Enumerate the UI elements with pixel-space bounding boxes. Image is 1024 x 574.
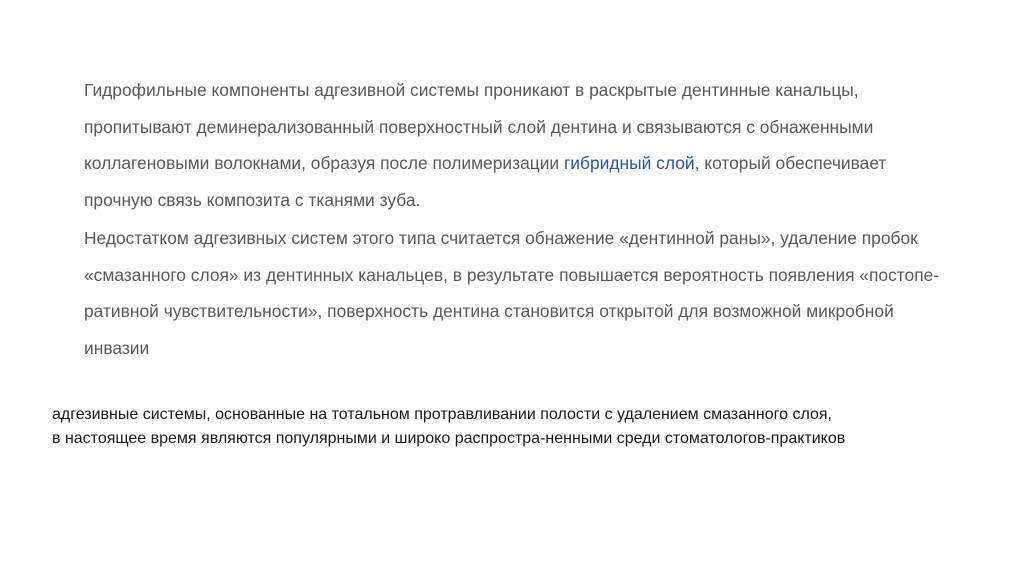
paragraph-1-text-end: , который обеспечивает прочную связь композита с тканями зуба. <box>84 153 887 210</box>
bottom-note-line-1: адгезивные системы, основанные на тотальном протравливании полости с удалением смазанного слоя, <box>52 406 832 423</box>
bottom-note-line-2: в настоящее время являются популярными и широко распростра-ненными среди стоматологов-практиков <box>52 430 846 447</box>
paragraph-drawbacks: Недостатком адгезивных систем этого типа считается обнажение «дентинной раны», удаление пробок «смазанного слоя» из дентинных канальцев, в результате повышается вероятность появления «постопе-ративной чувствительности», поверхность дентина становится открытой для возможной микробной инвазии <box>84 228 940 358</box>
bottom-note <box>52 403 972 451</box>
main-text-block <box>84 72 944 366</box>
paragraph-1-text-start: Гидрофильные компоненты адгезивной системы проникают в раскрытые дентинные канальцы, пропитывают деминерализованный поверхностный слой дентина и связываются с обнаженными коллагеновыми волокнами, образуя после полимеризации <box>84 80 874 173</box>
hybrid-layer-term: гибридный слой <box>563 153 695 173</box>
paragraph-hybrid-layer <box>84 72 944 218</box>
